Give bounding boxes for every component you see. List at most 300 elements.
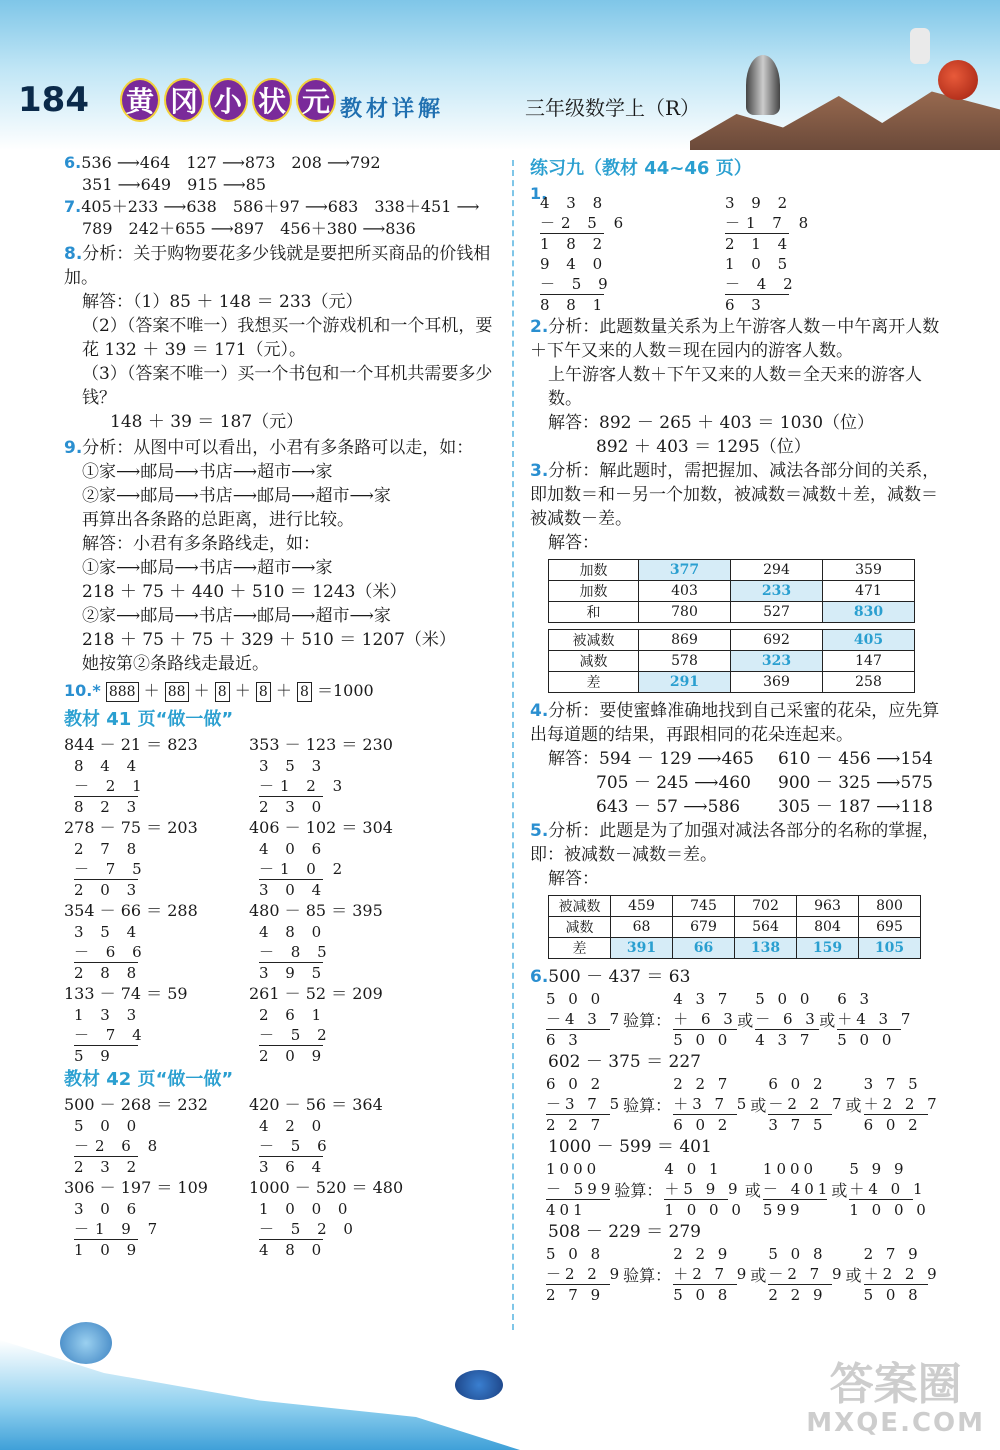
answer-line: ①家⟶邮局⟶书店⟶超市⟶家 (82, 558, 333, 578)
answer-line: 解答： (548, 869, 599, 889)
table-cell: 323 (731, 651, 823, 672)
row-header: 减数 (549, 651, 639, 672)
table-cell: 369 (731, 672, 823, 693)
digit-box: 8 (215, 682, 230, 702)
table-cell: 800 (859, 896, 921, 917)
answer-line: 789 242＋655 ⟶897 456＋380 ⟶836 (82, 219, 416, 238)
row-header: 和 (549, 602, 639, 623)
minuend: 4 3 8 (540, 194, 609, 212)
question-3 (530, 459, 950, 693)
question-number: 10.* (64, 681, 101, 700)
table-cell: 679 (673, 917, 735, 938)
operand: ＋5 9 9 (664, 1180, 742, 1198)
minuend: 3 9 2 (725, 194, 794, 212)
difference: 8 2 3 (74, 798, 143, 816)
rocket-icon (746, 55, 780, 115)
check-row (530, 989, 950, 1050)
table-row (549, 560, 915, 581)
table-cell: 66 (673, 938, 735, 959)
operand: －2 2 7 (768, 1095, 846, 1113)
answer-line: 分析：解此题时，需把握加、减法各部分间的关系，即加数＝和－另一个加数，被减数＝减数＋差，减数＝被减数－差。 (530, 461, 940, 529)
table-row (549, 938, 921, 959)
vertical-calc (755, 989, 819, 1050)
equation: 508 － 229 ＝ 279 (548, 1222, 701, 1242)
operand: 4 3 7 (673, 990, 732, 1008)
vertical-calc (259, 1199, 434, 1260)
question-5 (530, 819, 950, 959)
subtrahend: － 5 2 (259, 1026, 333, 1044)
row-header: 加数 (549, 581, 639, 602)
table-cell: 578 (639, 651, 731, 672)
result: 6 0 2 (863, 1116, 922, 1134)
operand: 5 0 0 (755, 990, 814, 1008)
vertical-calc (837, 989, 914, 1050)
calc-cell (530, 193, 715, 254)
difference: 1 0 9 (74, 1241, 143, 1259)
left-column (64, 152, 504, 1260)
planet-icon (938, 60, 978, 100)
equation: 353 － 123 ＝ 230 (249, 735, 393, 754)
or-label: 或 (744, 1181, 761, 1200)
calc-cell (249, 1177, 434, 1260)
vertical-calc (74, 1199, 249, 1260)
table-cell: 780 (639, 602, 731, 623)
difference: 2 0 9 (259, 1047, 328, 1065)
difference: 4 8 0 (259, 1241, 328, 1259)
operand: －4 3 7 (546, 1010, 624, 1028)
subtrahend: －2 6 8 (74, 1137, 164, 1155)
answer-line: 分析：从图中可以看出，小君有多条路可以走，如： (82, 438, 474, 458)
result: 5 0 8 (673, 1286, 732, 1304)
calc-cell (715, 254, 900, 315)
table-row (549, 602, 915, 623)
answer-line: ②家⟶邮局⟶书店⟶邮局⟶超市⟶家 (82, 606, 391, 626)
operand: ＋4 3 7 (837, 1010, 915, 1028)
vertical-calc (259, 756, 434, 817)
minuend: 4 8 0 (259, 923, 328, 941)
verify-label: 验算： (623, 1011, 672, 1030)
difference: 5 9 (74, 1047, 116, 1065)
or-label: 或 (845, 1096, 862, 1115)
table-cell: 695 (859, 917, 921, 938)
equation: 420 － 56 ＝ 364 (249, 1095, 383, 1114)
answer-row (548, 771, 950, 795)
table-row (549, 651, 915, 672)
table-cell: 405 (823, 630, 915, 651)
table-cell: 869 (639, 630, 731, 651)
vertical-calc (673, 1244, 750, 1305)
table-cell: 702 (735, 896, 797, 917)
equation: 278 － 75 ＝ 203 (64, 818, 198, 837)
operand: －3 7 5 (546, 1095, 624, 1113)
operand: 2 2 9 (673, 1245, 732, 1263)
row-header: 差 (549, 672, 639, 693)
table-cell: 68 (611, 917, 673, 938)
calc-cell (249, 817, 434, 900)
minuend: 5 0 0 (74, 1117, 143, 1135)
result: 2 2 7 (546, 1116, 605, 1134)
brand-subtitle: 教材详解 (340, 97, 445, 122)
calc-cell (249, 734, 434, 817)
table-row (549, 630, 915, 651)
brand-char: 小 (208, 78, 248, 122)
operand: 6 3 (837, 990, 874, 1008)
equation-line (530, 965, 950, 989)
table-cell: 294 (731, 560, 823, 581)
equation: 406 － 102 ＝ 304 (249, 818, 393, 837)
answer-line: 分析：此题是为了加强对减法各部分的名称的掌握，即：被减数－减数＝差。 (530, 821, 940, 865)
calc-row (530, 193, 950, 254)
vertical-calc (673, 989, 737, 1050)
subtrahend: －1 9 7 (74, 1220, 164, 1238)
table-cell: 258 (823, 672, 915, 693)
answer-table (548, 895, 921, 959)
equation: 261 － 52 ＝ 209 (249, 984, 383, 1003)
answer-line: 上午游客人数＋下午又来的人数＝全天来的游客人数。 (548, 365, 922, 409)
verify-label: 验算： (623, 1096, 672, 1115)
result: 1 0 0 0 (664, 1201, 745, 1219)
answer-line: 解答：（1）85 ＋ 148 ＝ 233（元） (82, 292, 363, 312)
difference: 8 8 1 (540, 296, 609, 314)
brand-logo (120, 78, 336, 122)
table-cell: 471 (823, 581, 915, 602)
row-header: 差 (549, 938, 611, 959)
section-heading: 教材 41 页“做一做” (64, 709, 234, 730)
vertical-calc (259, 1116, 434, 1177)
result: 599 (762, 1201, 804, 1219)
question-6-right (530, 965, 950, 1305)
calc-row (64, 983, 504, 1066)
question-number: 6. (64, 153, 82, 172)
answer-cell: 643 － 57 ⟶586 (596, 797, 741, 817)
watermark-text: 答案圈 (829, 1359, 962, 1410)
result: 6 0 2 (673, 1116, 732, 1134)
check-row (530, 1159, 950, 1220)
question-10: 10.* 888 ＋ 88 ＋ 8 ＋ 8 ＋ 8 ＝1000 (64, 681, 374, 700)
check-row (530, 1074, 950, 1135)
result: 6 3 (546, 1031, 582, 1049)
calc-row (530, 254, 950, 315)
subtrahend: － 6 6 (74, 943, 148, 961)
answer-cell: 610 － 456 ⟶154 (778, 749, 933, 769)
operand: 3 7 5 (863, 1075, 922, 1093)
brand-char: 元 (296, 78, 336, 122)
question-number: 7. (64, 197, 82, 216)
table-cell: 963 (797, 896, 859, 917)
calc-cell (249, 900, 434, 983)
equation-line (530, 1050, 950, 1074)
vertical-calc (864, 1244, 941, 1305)
difference: 2 3 0 (259, 798, 328, 816)
or-label: 或 (819, 1011, 836, 1030)
question-6 (64, 152, 504, 196)
calc-row (64, 1177, 504, 1260)
answer-cell: 900 － 325 ⟶575 (778, 773, 933, 793)
table-cell: 527 (731, 602, 823, 623)
operand: 1000 (762, 1160, 818, 1178)
answer-cell: 解答：594 － 129 ⟶465 (548, 749, 754, 769)
vertical-calc (74, 1116, 249, 1177)
answer-line: 分析：关于购物要花多少钱就是要把所买商品的价钱相加。 (64, 244, 491, 288)
answer-line: 892 ＋ 403 ＝ 1295（位） (596, 437, 811, 457)
subtrahend: －1 7 8 (725, 214, 815, 232)
brand-char: 黄 (120, 78, 160, 122)
difference: 3 6 4 (259, 1158, 328, 1176)
result: 5 0 0 (837, 1031, 896, 1049)
operand: ＋2 2 7 (863, 1095, 941, 1113)
table-cell: 147 (823, 651, 915, 672)
difference: 1 8 2 (540, 235, 609, 253)
calc-cell (64, 900, 249, 983)
watermark-url: MXQE.COM (806, 1408, 985, 1438)
answer-line: 分析：要使蜜蜂准确地找到自己采蜜的花朵，应先算出每道题的结果，再跟相同的花朵连起来。 (530, 701, 940, 745)
answer-line: 218 ＋ 75 ＋ 440 ＋ 510 ＝ 1243（米） (82, 582, 407, 602)
table-cell: 291 (639, 672, 731, 693)
section-heading: 练习九（教材 44~46 页） (530, 158, 752, 179)
calc-row (64, 1094, 504, 1177)
brand-char: 冈 (164, 78, 204, 122)
answer-line: 解答：892 － 265 ＋ 403 ＝ 1030（位） (548, 413, 875, 433)
equation: 602 － 375 ＝ 227 (548, 1052, 701, 1072)
right-column (530, 155, 950, 1305)
digit-box: 8 (256, 682, 271, 702)
table-cell: 138 (735, 938, 797, 959)
result: 1 0 0 0 (849, 1201, 930, 1219)
vertical-calc (673, 1074, 750, 1135)
minuend: 2 6 1 (259, 1006, 328, 1024)
question-number: 4. (530, 701, 549, 721)
vertical-calc (546, 1244, 623, 1305)
subtrahend: － 7 4 (74, 1026, 148, 1044)
vertical-calc (74, 1005, 249, 1066)
row-header: 被减数 (549, 630, 639, 651)
table-row (549, 672, 915, 693)
operand: 5 0 8 (546, 1245, 605, 1263)
calc-cell (715, 193, 900, 254)
table-cell: 377 (639, 560, 731, 581)
difference: 3 0 4 (259, 881, 328, 899)
column-divider (512, 160, 514, 1330)
question-7 (64, 196, 504, 240)
operand: －2 7 9 (768, 1265, 846, 1283)
answer-table (548, 559, 915, 623)
table-cell: 105 (859, 938, 921, 959)
question-number: 8. (64, 244, 83, 264)
vertical-calc (259, 922, 434, 983)
minuend: 2 7 8 (74, 840, 143, 858)
subtrahend: －1 0 2 (259, 860, 349, 878)
answer-line: 解答： (548, 533, 599, 553)
operand: 2 2 7 (673, 1075, 732, 1093)
minuend: 3 5 4 (74, 923, 143, 941)
calc-cell (64, 983, 249, 1066)
question-number: 9. (64, 438, 83, 458)
vertical-calc (725, 193, 900, 254)
table-cell: 830 (823, 602, 915, 623)
operand: － 599 (546, 1180, 615, 1198)
minuend: 4 0 6 (259, 840, 328, 858)
difference: 3 9 5 (259, 964, 328, 982)
question-2 (530, 315, 950, 459)
table-cell: 403 (639, 581, 731, 602)
watermark (806, 1359, 985, 1438)
minuend: 3 0 6 (74, 1200, 143, 1218)
equation: 844 － 21 ＝ 823 (64, 735, 198, 754)
operand: － 401 (762, 1180, 832, 1198)
equation-line (530, 1220, 950, 1244)
answer-line: 536 ⟶464 127 ⟶873 208 ⟶792 (81, 153, 381, 172)
equation: 500 － 437 ＝ 63 (548, 967, 691, 987)
operand: 6 0 2 (546, 1075, 605, 1093)
operand: 5 0 0 (546, 990, 605, 1008)
operand: ＋4 0 1 (849, 1180, 927, 1198)
equation: 1000 － 599 ＝ 401 (548, 1137, 712, 1157)
answer-line: 351 ⟶649 915 ⟶85 (82, 175, 267, 194)
vertical-calc (763, 1159, 831, 1220)
result: 3 7 5 (768, 1116, 827, 1134)
digit-box: 8 (297, 682, 312, 702)
operand: 5 0 8 (768, 1245, 827, 1263)
vertical-calc (546, 989, 623, 1050)
vertical-calc (864, 1074, 941, 1135)
answer-line: 148 ＋ 39 ＝ 187（元） (110, 412, 304, 432)
minuend: 9 4 0 (540, 255, 609, 273)
calc-cell (64, 1177, 249, 1260)
answer-line: （2）（答案不唯一）我想买一个游戏机和一个耳机，要花 132 ＋ 39 ＝ 171（元）。 (82, 316, 493, 360)
answer-table (548, 629, 915, 693)
table-cell: 359 (823, 560, 915, 581)
minuend: 1 0 0 0 (259, 1200, 354, 1218)
subtrahend: － 5 2 0 (259, 1220, 359, 1238)
minuend: 4 2 0 (259, 1117, 328, 1135)
calc-cell (249, 983, 434, 1066)
operand: 4 0 1 (664, 1160, 723, 1178)
equation: 1000 － 520 ＝ 480 (249, 1178, 404, 1197)
calc-cell (64, 734, 249, 817)
grade-title: 三年级数学上（R） (525, 96, 701, 120)
calc-grid-42 (64, 1094, 504, 1260)
operand: ＋ 6 3 (673, 1010, 737, 1028)
equation: 480 － 85 ＝ 395 (249, 901, 383, 920)
table-row (549, 896, 921, 917)
verify-label: 验算： (614, 1181, 663, 1200)
result: 2 7 9 (546, 1286, 605, 1304)
subtrahend: － 5 9 (540, 275, 614, 293)
astronaut-icon (910, 28, 930, 64)
answer-line: 405＋233 ⟶638 586＋97 ⟶683 338＋451 ⟶ (81, 197, 480, 216)
question-number: 3. (530, 461, 549, 481)
row-header: 被减数 (549, 896, 611, 917)
calc-cell (249, 1094, 434, 1177)
subtrahend: － 5 6 (259, 1137, 333, 1155)
answer-line: 再算出各条路的总距离，进行比较。 (82, 510, 354, 530)
vertical-calc (768, 1074, 845, 1135)
answer-cell: 305 － 187 ⟶118 (778, 797, 933, 817)
vertical-calc (546, 1159, 614, 1220)
digit-box: 888 (106, 682, 139, 702)
vertical-calc (546, 1074, 623, 1135)
minuend: 3 5 3 (259, 757, 328, 775)
result: 2 2 9 (768, 1286, 827, 1304)
subtrahend: －1 2 3 (259, 777, 349, 795)
minuend: 8 4 4 (74, 757, 143, 775)
vertical-calc (540, 193, 715, 254)
check-row (530, 1244, 950, 1305)
calc-row (64, 817, 504, 900)
brand-char: 状 (252, 78, 292, 122)
table-cell: 692 (731, 630, 823, 651)
page-number: 184 (18, 80, 89, 120)
table-cell: 745 (673, 896, 735, 917)
row-header: 加数 (549, 560, 639, 581)
vertical-calc (74, 756, 249, 817)
section-heading: 教材 42 页“做一做” (64, 1069, 234, 1090)
vertical-calc (259, 839, 434, 900)
subtrahend: － 2 1 (74, 777, 148, 795)
question-number: 5. (530, 821, 549, 841)
difference: 2 3 2 (74, 1158, 143, 1176)
or-label: 或 (831, 1181, 848, 1200)
subtrahend: － 7 5 (74, 860, 148, 878)
operand: ＋3 7 5 (673, 1095, 751, 1113)
table-cell: 459 (611, 896, 673, 917)
equation: 133 － 74 ＝ 59 (64, 984, 188, 1003)
table-cell: 159 (797, 938, 859, 959)
question-number: 1. (530, 184, 548, 203)
vertical-calc (74, 839, 249, 900)
answer-line: ②家⟶邮局⟶书店⟶邮局⟶超市⟶家 (82, 486, 391, 506)
table-cell: 804 (797, 917, 859, 938)
operand: 2 7 9 (863, 1245, 922, 1263)
vertical-calcs (530, 193, 950, 315)
result: 5 0 0 (673, 1031, 732, 1049)
difference: 2 0 3 (74, 881, 143, 899)
verify-label: 验算： (623, 1266, 672, 1285)
question-9 (64, 436, 504, 676)
equation: 354 － 66 ＝ 288 (64, 901, 198, 920)
subtrahend: －2 5 6 (540, 214, 630, 232)
calc-grid-41 (64, 734, 504, 1066)
vertical-calc (540, 254, 715, 315)
calc-cell (530, 254, 715, 315)
table-cell: 564 (735, 917, 797, 938)
table-cell: 391 (611, 938, 673, 959)
page-header (0, 0, 1000, 150)
answer-row (548, 795, 950, 819)
question-1 (530, 183, 950, 315)
vertical-calc (74, 922, 249, 983)
operand: ＋2 2 9 (863, 1265, 941, 1283)
table-cell: 233 (731, 581, 823, 602)
question-4 (530, 699, 950, 819)
or-label: 或 (737, 1011, 754, 1030)
vertical-calc (725, 254, 900, 315)
answer-cell: 705 － 245 ⟶460 (596, 773, 751, 793)
question-8 (64, 242, 504, 434)
subtrahend: － 4 2 (725, 275, 799, 293)
operand: －2 2 9 (546, 1265, 624, 1283)
digit-box: 88 (165, 682, 189, 702)
answer-line: 解答：小君有多条路线走，如： (82, 534, 320, 554)
result: 401 (546, 1201, 587, 1219)
answer-line: ①家⟶邮局⟶书店⟶超市⟶家 (82, 462, 333, 482)
vertical-calc (259, 1005, 434, 1066)
calc-row (64, 900, 504, 983)
equation-line (530, 1135, 950, 1159)
result: 4 3 7 (755, 1031, 814, 1049)
operand: 1000 (546, 1160, 601, 1178)
difference: 6 3 (725, 296, 767, 314)
